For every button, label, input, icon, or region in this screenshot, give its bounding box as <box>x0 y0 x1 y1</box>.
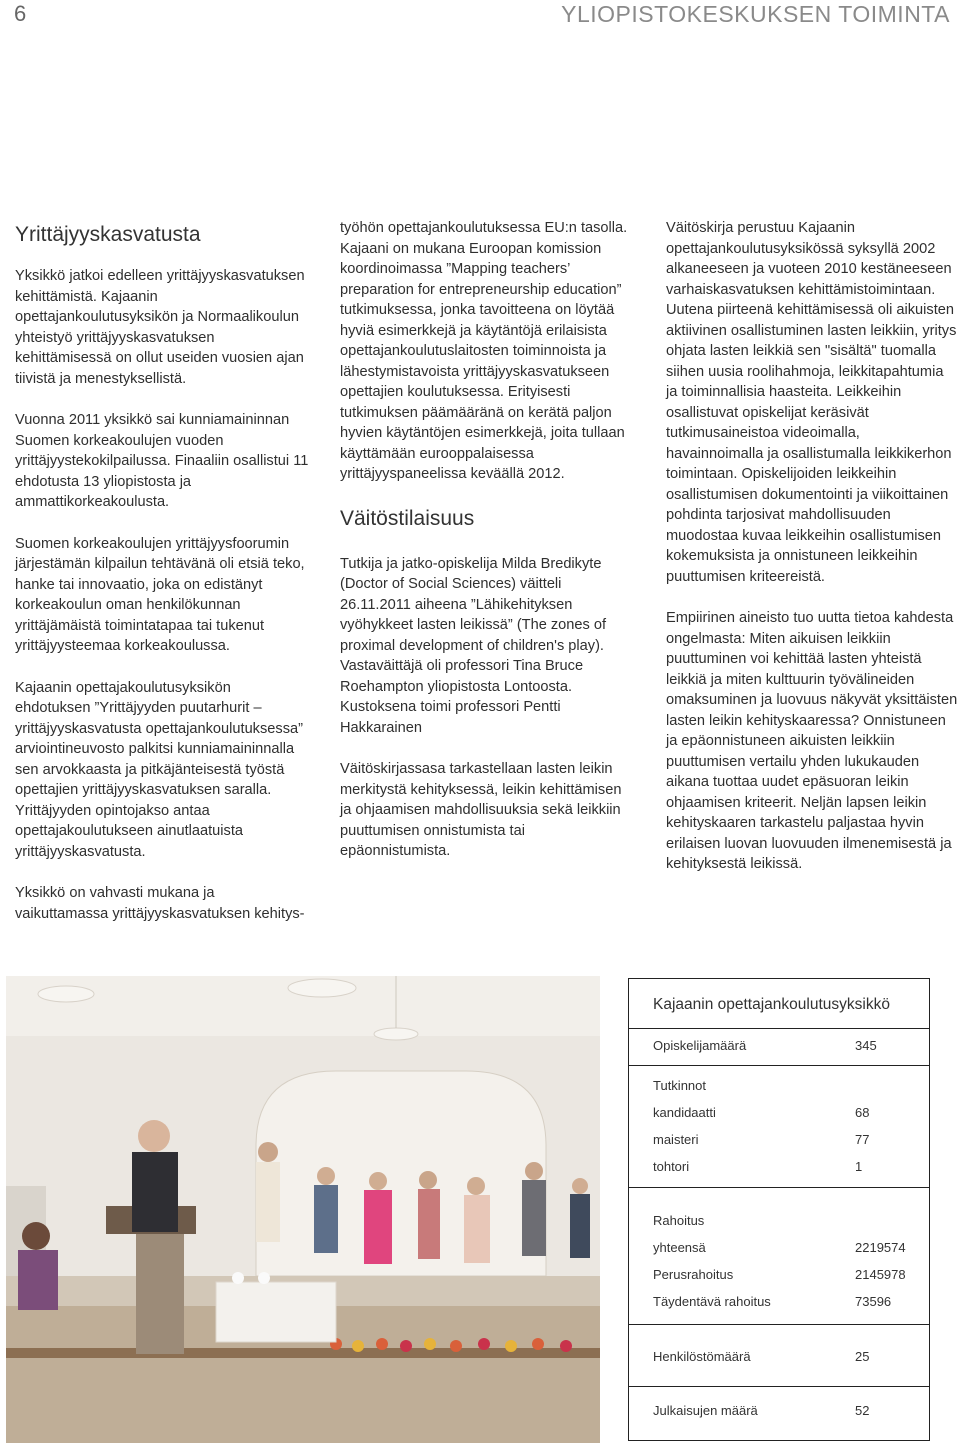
fact-row-maisteri <box>653 1132 913 1150</box>
fact-label: Julkaisujen määrä <box>653 1403 758 1418</box>
fact-label: Opiskelijamäärä <box>653 1038 747 1053</box>
paragraph: Tutkija ja jatko-opiskelija Milda Bredikyte (Doctor of Social Sciences) väitteli 26.11.2011 aiheena ”Lähikehityksen vyöhykkeet lasten leikissä” (The zones of proximal development of children's play). Vastaväittäjä oli professori Tina Bruce Roehampton yliopistosta Lontoosta. Kustoksena toimi professori Pentti Hakkarainen <box>340 555 607 736</box>
paragraph: Vuonna 2011 yksikkö sai kunniamaininnan Suomen korkeakoulujen vuoden yrittäjyystekokilpailussa. Finaaliin osallistui 11 ehdotusta 13 yliopistosta ja ammattikorkeakoulusta. <box>15 412 309 510</box>
divider <box>629 1324 929 1325</box>
fact-row-yhteensa <box>653 1240 913 1258</box>
fact-value: 2145978 <box>855 1267 906 1282</box>
fact-value: 345 <box>855 1038 877 1053</box>
article-column-2 <box>340 218 635 883</box>
fact-label: Henkilöstömäärä <box>653 1349 751 1364</box>
fact-label: yhteensä <box>653 1240 706 1255</box>
facts-title: Kajaanin opettajankoulutusyksikkö <box>653 996 890 1013</box>
fact-row-perusrahoitus <box>653 1267 913 1285</box>
divider <box>629 1028 929 1029</box>
fact-value: 68 <box>855 1105 870 1120</box>
fact-label: tohtori <box>653 1159 690 1174</box>
section-heading-vaitostilaisuus: Väitöstilaisuus <box>340 506 475 530</box>
page-header <box>0 0 960 40</box>
fact-row-henkilosto <box>653 1349 913 1367</box>
fact-label: Täydentävä rahoitus <box>653 1294 771 1309</box>
paragraph: Väitöskirja perustuu Kajaanin opettajankoulutusyksikössä syksyllä 2002 alkaneeseen ja vuoteen 2010 kestäneeseen varhaiskasvatuksen kehittämistoimintaan. Uutena piirteenä kehittämisessä oli aikuisten aktiivinen osallistuminen lasten leikkiin, yritys ohjata lasten leikkiä sen "sisältä" tuomalla siihen uusia roolihahmoja, leikkitapahtumia ja toiminnallisia haasteita. Leikkeihin osallistuvat opiskelijat keräsivät tutkimusaineistoa videoimalla, havainnoimalla ja osallistumalla leikkikerhon toimintaan. Opiskelijoiden leikkeihin osallistumisen dokumentointi ja viikoittainen pohdinta tarjosivat mahdollisuuden muodostaa kuvaa leikkeihin osallistumisen kokemuksista ja onnistuneen leikkeihin puuttumisen kriteereistä. <box>666 220 957 585</box>
fact-value: 25 <box>855 1349 870 1364</box>
article-column-1 <box>15 218 310 945</box>
fact-value: 52 <box>855 1403 870 1418</box>
paragraph: Väitöskirjassasa tarkastellaan lasten leikin merkitystä kehityksessä, leikin kehittämisen ja ohjaamisen mahdollisuuksia sekä leikkiin puuttumisen onnistumista tai epäonnistumista. <box>340 761 622 859</box>
page-number: 6 <box>14 1 27 26</box>
paragraph: Kajaanin opettajakoulutusyksikön ehdotuksen ”Yrittäjyyden puutarhurit – yrittäjyyskasvatusta opettajankoulutuksessa” arviointineuvosto palkitsi kunniamaininnalla sen arvokkaasta ja pitkäjänteisestä työstä opettajien yrittäjyyskasvatuksen saralla. Yrittäjyyden opintojakso antaa opettajakoulutukseen ainutlaatuista yrittäjyyskasvatusta. <box>15 679 303 860</box>
paragraph: työhön opettajankoulutuksessa EU:n tasolla. Kajaani on mukana Euroopan komission koordinoimassa ”Mapping teachers’ preparation for entrepreneurship education” tutkimuksessa, jonka tavoitteena on löytää hyviä esimerkkejä ja käytäntöjä erilaisista opettajankoulutuslaitosten toiminnoista ja lähestymistavoista yrittäjyyskasvatukseen opettajien koulutuksessa. Erityisesti tutkimuksen päämääränä on kerätä paljon hyvien käytäntöjen esimerkkejä, joita tullaan käyttämään eurooppalaisessa yrittäjyyspaneelissa keväällä 2012. <box>340 220 628 482</box>
paragraph: Yksikkö jatkoi edelleen yrittäjyyskasvatuksen kehittämistä. Kajaanin opettajankoulutusyksikön ja Normaalikoulun yhteistyö yrittäjyyskasvatuksen kehittämisessä on ollut useiden vuosien ajan tiivistä ja menestyksellistä. <box>15 268 305 387</box>
running-head: YLIOPISTOKESKUKSEN TOIMINTA <box>561 1 950 27</box>
fact-row-taydentava <box>653 1294 913 1312</box>
fact-row-julkaisut <box>653 1403 913 1421</box>
fact-label: Perusrahoitus <box>653 1267 734 1282</box>
ceremony-photo-illustration <box>6 976 600 1443</box>
fact-label: kandidaatti <box>653 1105 716 1120</box>
fact-row-tohtori <box>653 1159 913 1177</box>
article-column-3 <box>666 218 958 896</box>
fact-value: 77 <box>855 1132 870 1147</box>
paragraph: Yksikkö on vahvasti mukana ja vaikuttamassa yrittäjyyskasvatuksen kehitys- <box>15 885 305 922</box>
facts-box <box>628 978 930 1441</box>
divider <box>629 1187 929 1188</box>
paragraph: Empiirinen aineisto tuo uutta tietoa kahdesta ongelmasta: Miten aikuisen leikkiin puuttuminen voi kehittää lasten yhteistä leikkiä ja miten kulttuurin työvälineiden omaksuminen ja luovuus näkyvät yksittäisten lasten leikin kehityskaaressa? Onnistuneen ja epäonnistuneen aikuisten leikkiin puuttumisen vertailu yhden lukukauden aikana tuottaa uudet epäsuoran leikin ohjaamisen kriteerit. Neljän lapsen leikin kehityskaaren tarkastelu paljastaa hyvin erilaisen luovan luovuuden ilmenemisestä ja kehityksestä leikissä. <box>666 610 958 872</box>
fact-row-kandidaatti <box>653 1105 913 1123</box>
fact-value: 2219574 <box>855 1240 906 1255</box>
fact-value: 1 <box>855 1159 863 1174</box>
paragraph: Suomen korkeakoulujen yrittäjyysfoorumin järjestämän kilpailun tehtävänä oli etsiä teko, hanke tai innovaatio, joka on edistänyt korkeakoulun oman henkilökunnan yrittäjämäistä toimintatapaa tai tukenut yrittäjyysteemaa korkeakoulussa. <box>15 535 305 654</box>
section-heading-yrittajyys: Yrittäjyyskasvatusta <box>15 223 201 246</box>
divider <box>629 1386 929 1387</box>
fact-row-opiskelijamaara <box>653 1038 913 1056</box>
fact-value: 73596 <box>855 1294 892 1309</box>
fact-label: maisteri <box>653 1132 699 1147</box>
ceremony-photo <box>6 976 600 1443</box>
divider <box>629 1065 929 1066</box>
fact-group-heading-tutkinnot: Tutkinnot <box>653 1078 706 1093</box>
fact-group-heading-rahoitus: Rahoitus <box>653 1213 705 1228</box>
